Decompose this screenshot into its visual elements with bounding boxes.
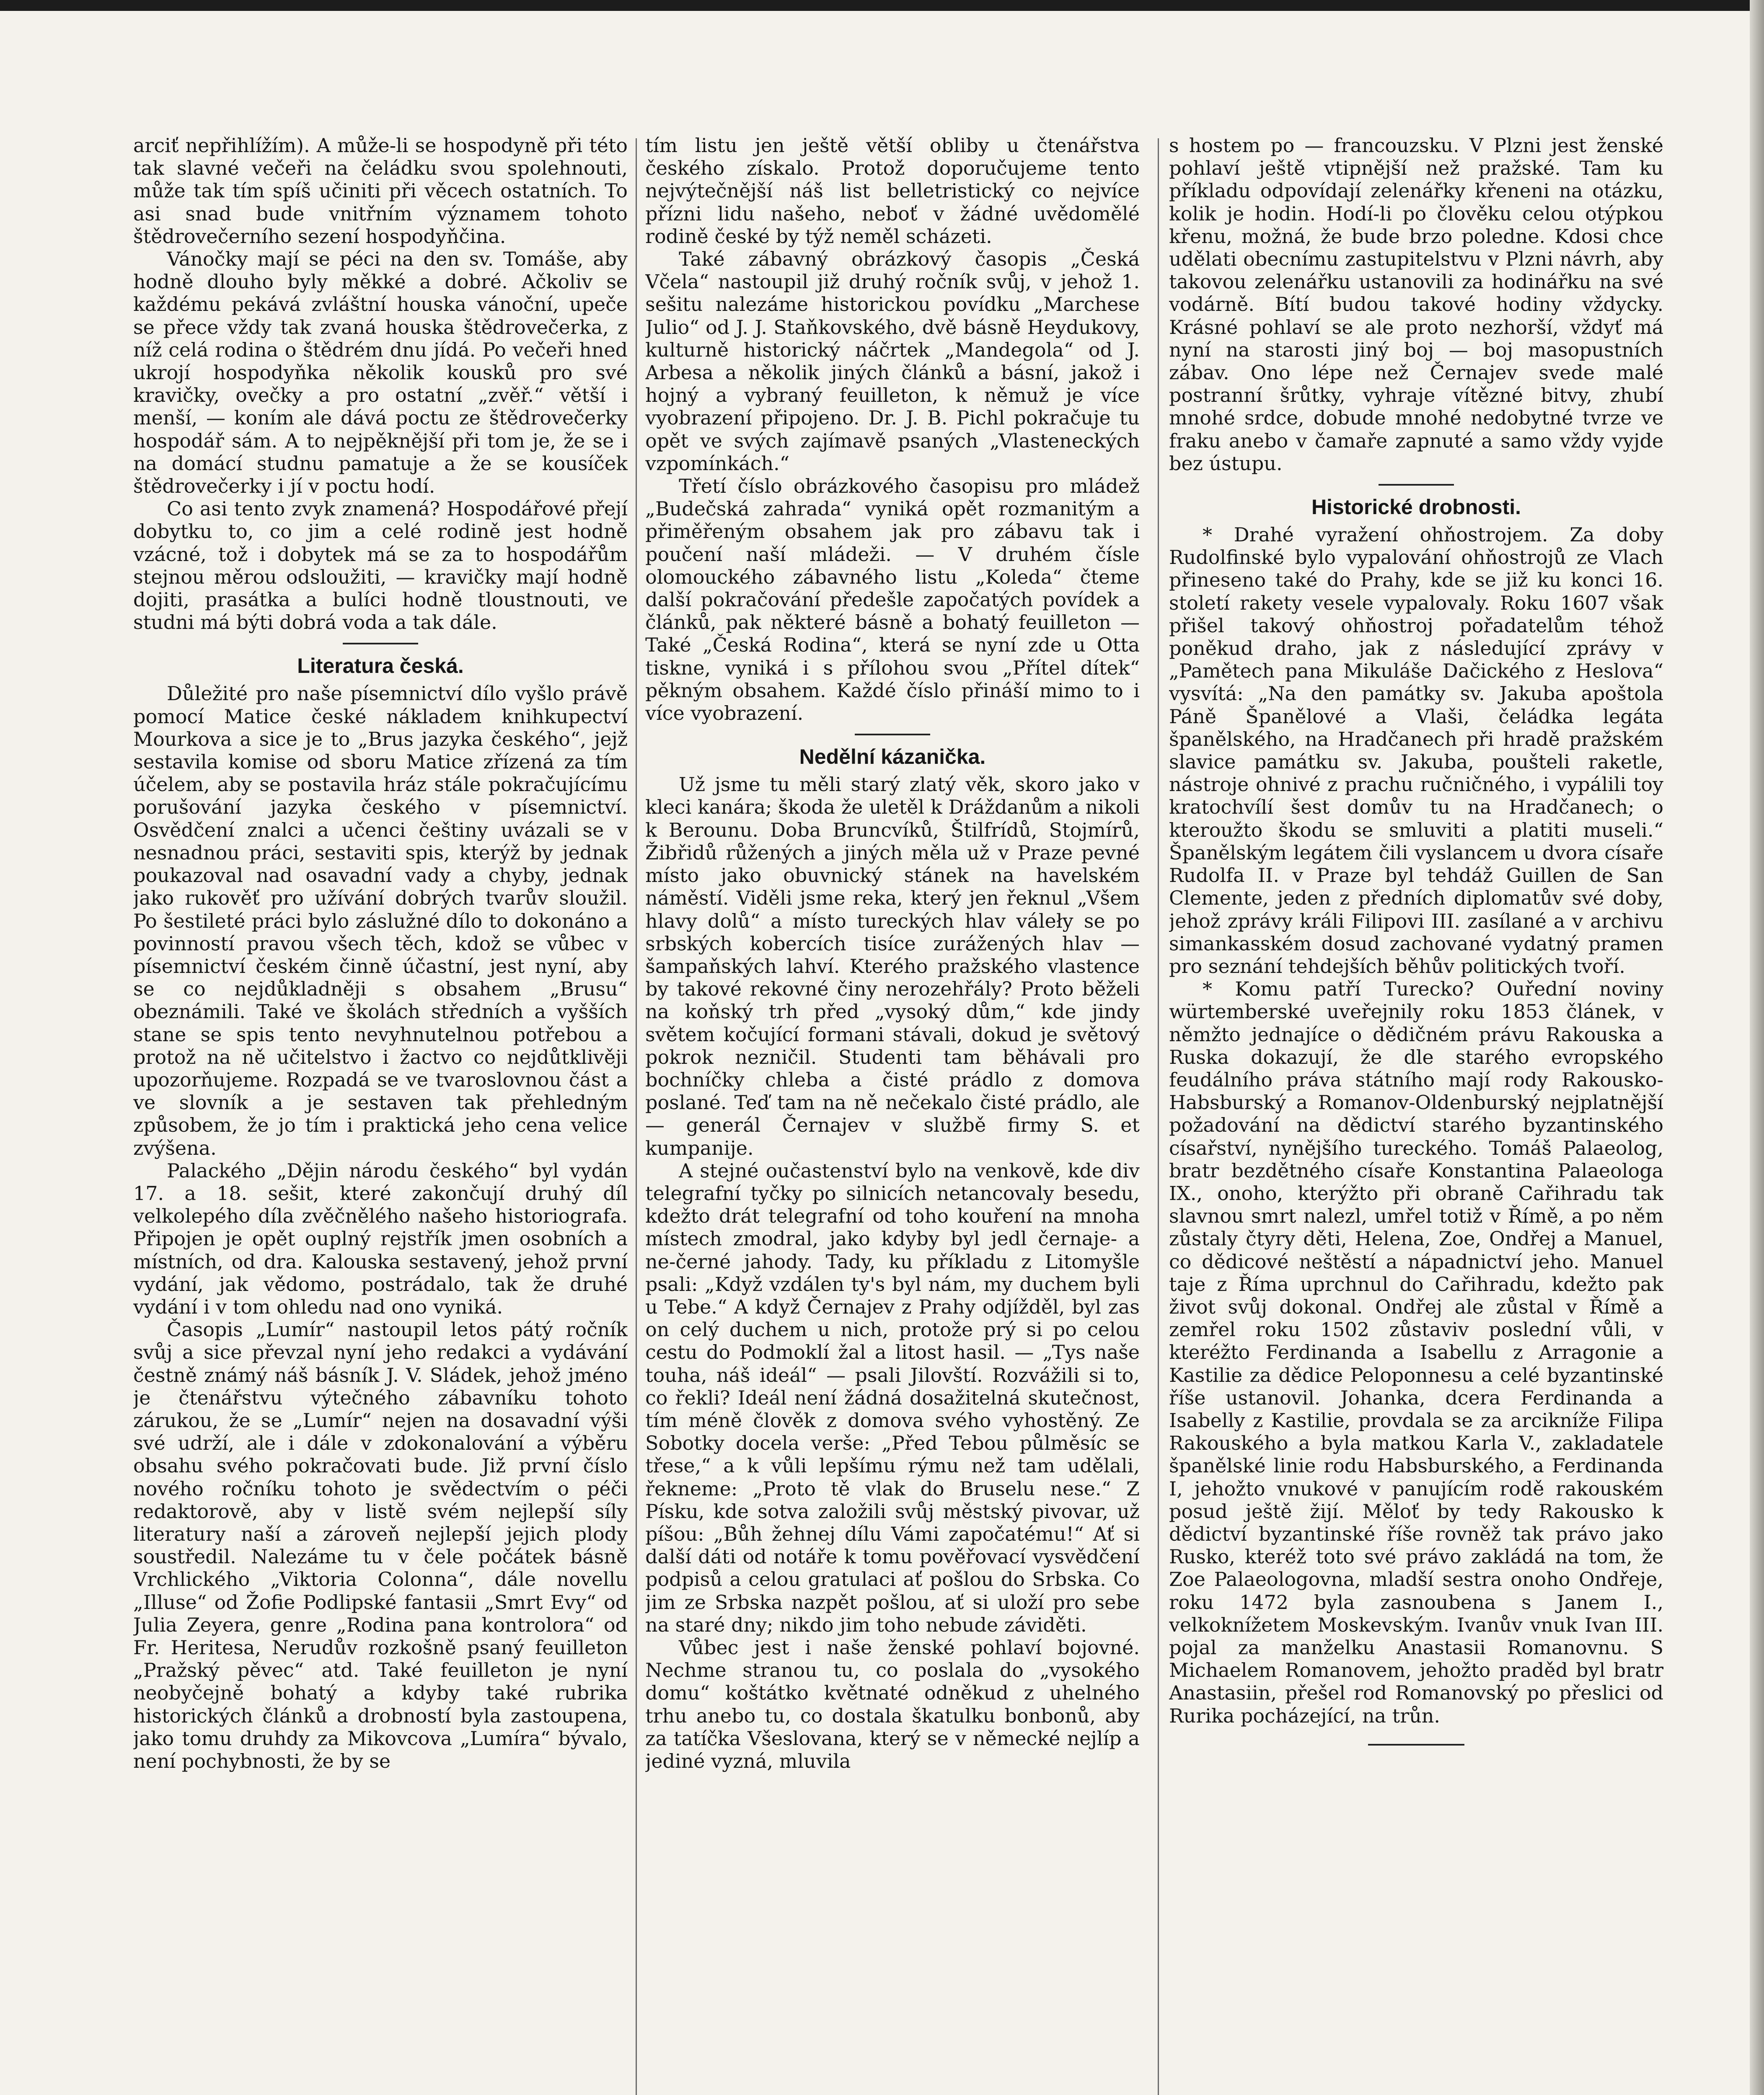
paragraph: Už jsme tu měli starý zlatý věk, skoro jako v kleci kanára; škoda že uletěl k Dráždanům a nikoli k Berounu. Doba Bruncvíků, Štilfrídů, Stojmírů, Žibřidů růžených a jiných měla už v Praze pevné místo jako obuvnický stánek na havelském náměstí. Viděli jsme reka, který jen řeknul „Všem hlavy dolů“ a místo tureckých hlav váleły se po srbských kobercích tisíce zurážených hlav — šampaňských lahví. Kterého pražského vlastence by takové rekovné činy nerozehřály? Proto běželi na koňský trh před „vysoký dům,“ kde jindy světem kočující formani stávali, dokud je světový pokrok nezničil. Studenti tam běhávali pro bochníčky chleba a čisté prádlo z domova poslané. Teď tam na ně nečekalo čisté prádlo, ale — generál Černajev v službě firmy S. et kumpanije. <box>645 773 1140 1159</box>
section-separator <box>1379 484 1454 486</box>
paragraph: Také zábavný obrázkový časopis „Česká Včela“ nastoupil již druhý ročník svůj, v jehož 1. sešitu nalezáme historickou povídku „Marchese Julio“ od J. J. Staňkovského, dvě básně Heydukovy, kulturně historický náčrtek „Mandegola“ od J. Arbesa a několik jiných článků a básní, jakož i hojný a vybraný feuilleton, k němuž je více vyobrazení připojeno. Dr. J. B. Pichl pokračuje tu opět ve svých zajímavě psaných „Vlasteneckých vzpomínkách.“ <box>645 248 1140 475</box>
paragraph: Palackého „Dějin národu českého“ byl vydán 17. a 18. sešit, které zakončují druhý díl velkolepého díla zvěčnělého našeho historiografa. Připojen je opět ouplný rejstřík jmen osobních a místních, od dra. Kalouska sestavený, jehož první vydání, jak vědomo, postrádalo, tak že druhé vydání i v tom ohledu nad ono vyniká. <box>133 1159 628 1318</box>
paragraph: Důležité pro naše písemnictví dílo vyšlo právě pomocí Matice české nákladem knihkupectví Mourkova a sice je to „Brus jazyka českého“, jejž sestavila komise od sboru Matice zřízená za tím účelem, aby se postavila hráz stále pokračujícímu porušování jazyka českého v písemnictví. Osvědčení znalci a učenci češtiny uvázali se v nesnadnou práci, sestaviti spis, kterýž by jednak poukazoval nad osavadní vady a chyby, jednak jako rukověť pro užívání dobrých tvarův sloužil. Po šestileté práci bylo záslužné dílo to dokonáno a povinností pravou všech těch, kdož se vůbec v písemnictví českém činně účastní, jest nyní, aby se co nejdůkladněji s obsahem „Brusu“ obeznámili. Také ve školách středních a vyšších stane se spis tento nevyhnutelnou potřebou a protož na ně učitelstvo i žactvo co nejdůtklivěji upozorňujeme. Rozpadá se ve tvaroslovnou část a ve slovník a je sestaven tak přehledným způsobem, že jo tím i praktická jeho cena velice zvýšena. <box>133 682 628 1159</box>
column-right <box>1169 134 1663 2095</box>
column-middle <box>645 134 1140 2095</box>
paragraph: * Drahé vyražení ohňostrojem. Za doby Rudolfinské bylo vypalování ohňostrojů ze Vlach přineseno také do Prahy, kde se již ku konci 16. století rakety vesele vypalovaly. Roku 1607 však přišel takový ohňostroj pořadatelům téhož poněkud draho, jak z následující zprávy v „Pamětech pana Mikuláše Dačického z Heslova“ vysvítá: „Na den památky sv. Jakuba apoštola Páně Španělové a Vlaši, čeládka legáta španělského, na Hradčanech při hradě pražském slavice památku sv. Jakuba, poušteli raketle, nástroje ohnivé z prachu ručničného, i vypálili toy kratochvílí šest domův tu na Hradčanech; o kteroužto škodu se smluviti a platiti museli.“ Španělským legátem čili vyslancem u dvora císaře Rudolfa II. v Praze byl tehdáž Guillen de San Clemente, jeden z předních diplomatův své doby, jehož zprávy králi Filipovi III. zasílané a v archivu simankasském dosud zachované vydatný pramen pro seznání tehdejších běhův politických tvoří. <box>1169 523 1663 978</box>
paragraph: Vůbec jest i naše ženské pohlaví bojovné. Nechme stranou tu, co poslala do „vysokého domu“ koštátko květnaté odněkud z uhelného trhu anebo tu, co dostala škatulku bonbonů, aby za tatíčka Všeslovana, který se v německé nejlíp a jediné vyzná, mluvila <box>645 1636 1140 1773</box>
paragraph: arciť nepřihlížím). A může-li se hospodyně při této tak slavné večeři na čeládku svou spolehnouti, může tak tím spíš učiniti při věcech ostatních. To asi snad bude vnitřním významem tohoto štědrovečerního sezení hospodyňčina. <box>133 134 628 248</box>
section-separator <box>343 643 418 644</box>
section-heading-kazanicka: Nedělní kázanička. <box>799 745 986 769</box>
paragraph: Třetí číslo obrázkového časopisu pro mládež „Budečská zahrada“ vyniká opět rozmanitým a přiměřeným obsahem jak pro zábavu tak i poučení naší mládeži. — V druhém čísle olomouckého zábavného listu „Koleda“ čteme další pokračování předešle započatých povídek a článků, pak některé básně a bohatý feuilleton — Také „Česká Rodina“, která se nyní zde u Otta tiskne, vyniká i s přílohou svou „Přítel dítek“ pěkným obsahem. Každé číslo přináší mimo to i více vyobrazení. <box>645 475 1140 725</box>
paragraph: s hostem po — francouzsku. V Plzni jest ženské pohlaví ještě vtipnější než pražské. Tam ku příkladu odpovídají zelenářky křeneni na otázku, kolik je hodin. Hodí-li po člověku celou otýpkou křenu, možná, že bude brzo poledne. Kdosi chce udělati obecnímu zastupitelstvu v Plzni návrh, aby takovou zelenářku ustanovili za hodinářku na své vodárně. Bítí budou takové hodiny vždycky. Krásné pohlaví se ale proto nezhorší, vždyť má nyní na starosti jiný boj — boj masopustních zábav. Ono lépe než Černajev svede malé postranní šrůtky, vyhraje vítězné bitvy, zhubí mnohé srdce, dobude mnohé nedobytné tvrze ve fraku anebo v čamaře zapnuté a samo vždy vyjde bez ústupu. <box>1169 134 1663 475</box>
section-separator <box>855 734 930 735</box>
end-separator <box>1368 1744 1464 1746</box>
page-right-edge <box>1750 0 1764 2095</box>
section-heading-literatura: Literatura česká. <box>297 654 464 678</box>
paragraph: A stejné oučastenství bylo na venkově, kde div telegrafní tyčky po silnicích netancovaly besedu, kdežto drát telegrafní od toho kouření na mnoha místech zmodral, jako kdyby byl jedl černaje- a ne-černé jahody. Tady, ku příkladu z Litomyšle psali: „Když vzdálen ty's byl nám, my duchem byli u Tebe.“ A když Černajev z Prahy odjížděl, byl zas on celý duchem u nich, protože prý si po celou cestu do Podmoklí žal a litost hasil. — „Tys naše touha, náš ideál“ — psali Jilovští. Rozvážili si to, co řekli? Ideál není žádná dosažitelná skutečnost, tím méně člověk z domova svého vyhostěný. Ze Sobotky docela verše: „Před Tebou půlměsíc se třese,“ a k vůli lepšímu rýmu než tam udělali, řekneme: „Proto tě vlak do Bruselu nese.“ Z Písku, kde sotva založili svůj městský pivovar, už píšou: „Bůh žehnej dílu Vámi započatému!“ Ať si další dáti od notáře k tomu pověřovací vysvědčení podpisů a celou gratulaci ať pošlou do Srbska. Co jim ze Srbska nazpět pošlou, ať si uloží pro sebe na staré dny; nikdo jim toho nebude záviděti. <box>645 1159 1140 1636</box>
paragraph: * Komu patří Turecko? Ouřední noviny würtemberské uveřejnily roku 1853 článek, v němžto jednajíce o dědičném právu Rakouska a Ruska dokazují, že dle starého evropského feudálního práva státního mají rody Rakousko-Habsburský a Romanov-Oldenburský nejplatnější požadování na dědictví starého byzantinského císařství, nynějšího tureckého. Tomáš Palaeolog, bratr bezdětného císaře Konstantina Palaeologa IX., onoho, kterýžto při obraně Cařihradu tak slavnou smrt nalezl, umřel totiž v Římě, a po něm zůstaly čtyry děti, Helena, Zoe, Ondřej a Manuel, co dědicové neštěstí a nápadnictví jeho. Manuel taje z Říma uprchnul do Cařihradu, kdežto pak život svůj dokonal. Ondřej ale zůstal v Římě a zemřel roku 1502 zůstaviv poslední vůli, v kteréžto Ferdinanda a Isabellu z Arragonie a Kastilie za dědice Peloponnesu a celé byzantinské říše ustanovil. Johanka, dcera Ferdinanda a Isabelly z Kastilie, provdala se za arcikníže Filipa Rakouského a byla matkou Karla V., zakladatele španělské linie rodu Habsburského, a Ferdinanda I, jehožto vnukové v panujícím rodě rakouském posud ještě žijí. Měloť by tedy Rakousko k dědictví byzantinské říše rovněž tak právo jako Rusko, kteréž toto své právo zakládá na tom, že Zoe Palaeologovna, mladší sestra onoho Ondřeje, roku 1472 byla zasnoubena s Janem I., velkoknížetem Moskevským. Ivanův vnuk Ivan III. pojal za manželku Anastasii Romanovnu. S Michaelem Romanovem, jehožto praděd byl bratr Anastasiin, přešel rod Romanovský po přeslici od Rurika pocházející, na trůn. <box>1169 978 1663 1727</box>
paragraph: Co asi tento zvyk znamená? Hospodářové přejí dobytku to, co jim a celé rodině jest hodně vzácné, tož i dobytek má se za to hospodářům stejnou měrou odsloužiti, — kravičky mají hodně dojiti, prasátka a bulíci hodně tloustnouti, ve studni má býti dobrá voda a tak dále. <box>133 497 628 634</box>
paragraph: Vánočky mají se péci na den sv. Tomáše, aby hodně dlouho byly měkké a dobré. Ačkoliv se každému pekává zvláštní houska vánoční, upeče se přece vždy tak zvaná houska štědrovečerka, z níž celá rodina o štědrém dnu jídá. Po večeři hned ukrojí hospodyňka několik kousků pro své kravičky, ovečky a pro ostatní „zvěř.“ větší i menší, — koním ale dává poctu ze štědrovečerky hospodář sám. A to nejpěknější při tom je, že se i na domácí studnu pamatuje a že se kousíček štědrovečerky i jí v poctu hodí. <box>133 248 628 498</box>
column-rule-right <box>1158 138 1159 2095</box>
paragraph: tím listu jen ještě větší obliby u čtenářstva českého získalo. Protož doporučujeme tento nejvýtečnější náš list belletristický co nejvíce přízni lidu našeho, neboť v žádné uvědomělé rodině české by týž neměl scházeti. <box>645 134 1140 248</box>
column-left <box>133 134 628 2095</box>
column-rule-left <box>636 138 637 2095</box>
section-heading-historicke-drobnosti: Historické drobnosti. <box>1311 495 1521 519</box>
paragraph: Časopis „Lumír“ nastoupil letos pátý ročník svůj a sice převzal nyní jeho redakci a vydávání čestně známý náš básník J. V. Sládek, jehož jméno je čtenářstvu výtečného zábavníku tohoto zárukou, že se „Lumír“ nejen na dosavadní výši své udrží, ale i dále v zdokonalování a výběru obsahu svého pokračovati bude. Již první číslo nového ročníku tohoto je svědectvím o péči redaktorově, aby v listě svém nejlepší síly literatury naší a zároveň nejlepší jejich plody soustředil. Nalezáme tu v čele počátek básně Vrchlického „Viktoria Colonna“, dále novellu „Illuse“ od Žofie Podlipské fantasii „Smrt Evy“ od Julia Zeyera, genre „Rodina pana kontrolora“ od Fr. Heritesa, Nerudův rozkošně psaný feuilleton „Pražský pěvec“ atd. Také feuilleton je nyní neobyčejně bohatý a kdyby také rubrika historických článků a drobností byla zastoupena, jako tomu druhdy za Mikovcova „Lumíra“ bývalo, není pochybnosti, že by se <box>133 1318 628 1773</box>
page-top-edge <box>0 0 1764 11</box>
